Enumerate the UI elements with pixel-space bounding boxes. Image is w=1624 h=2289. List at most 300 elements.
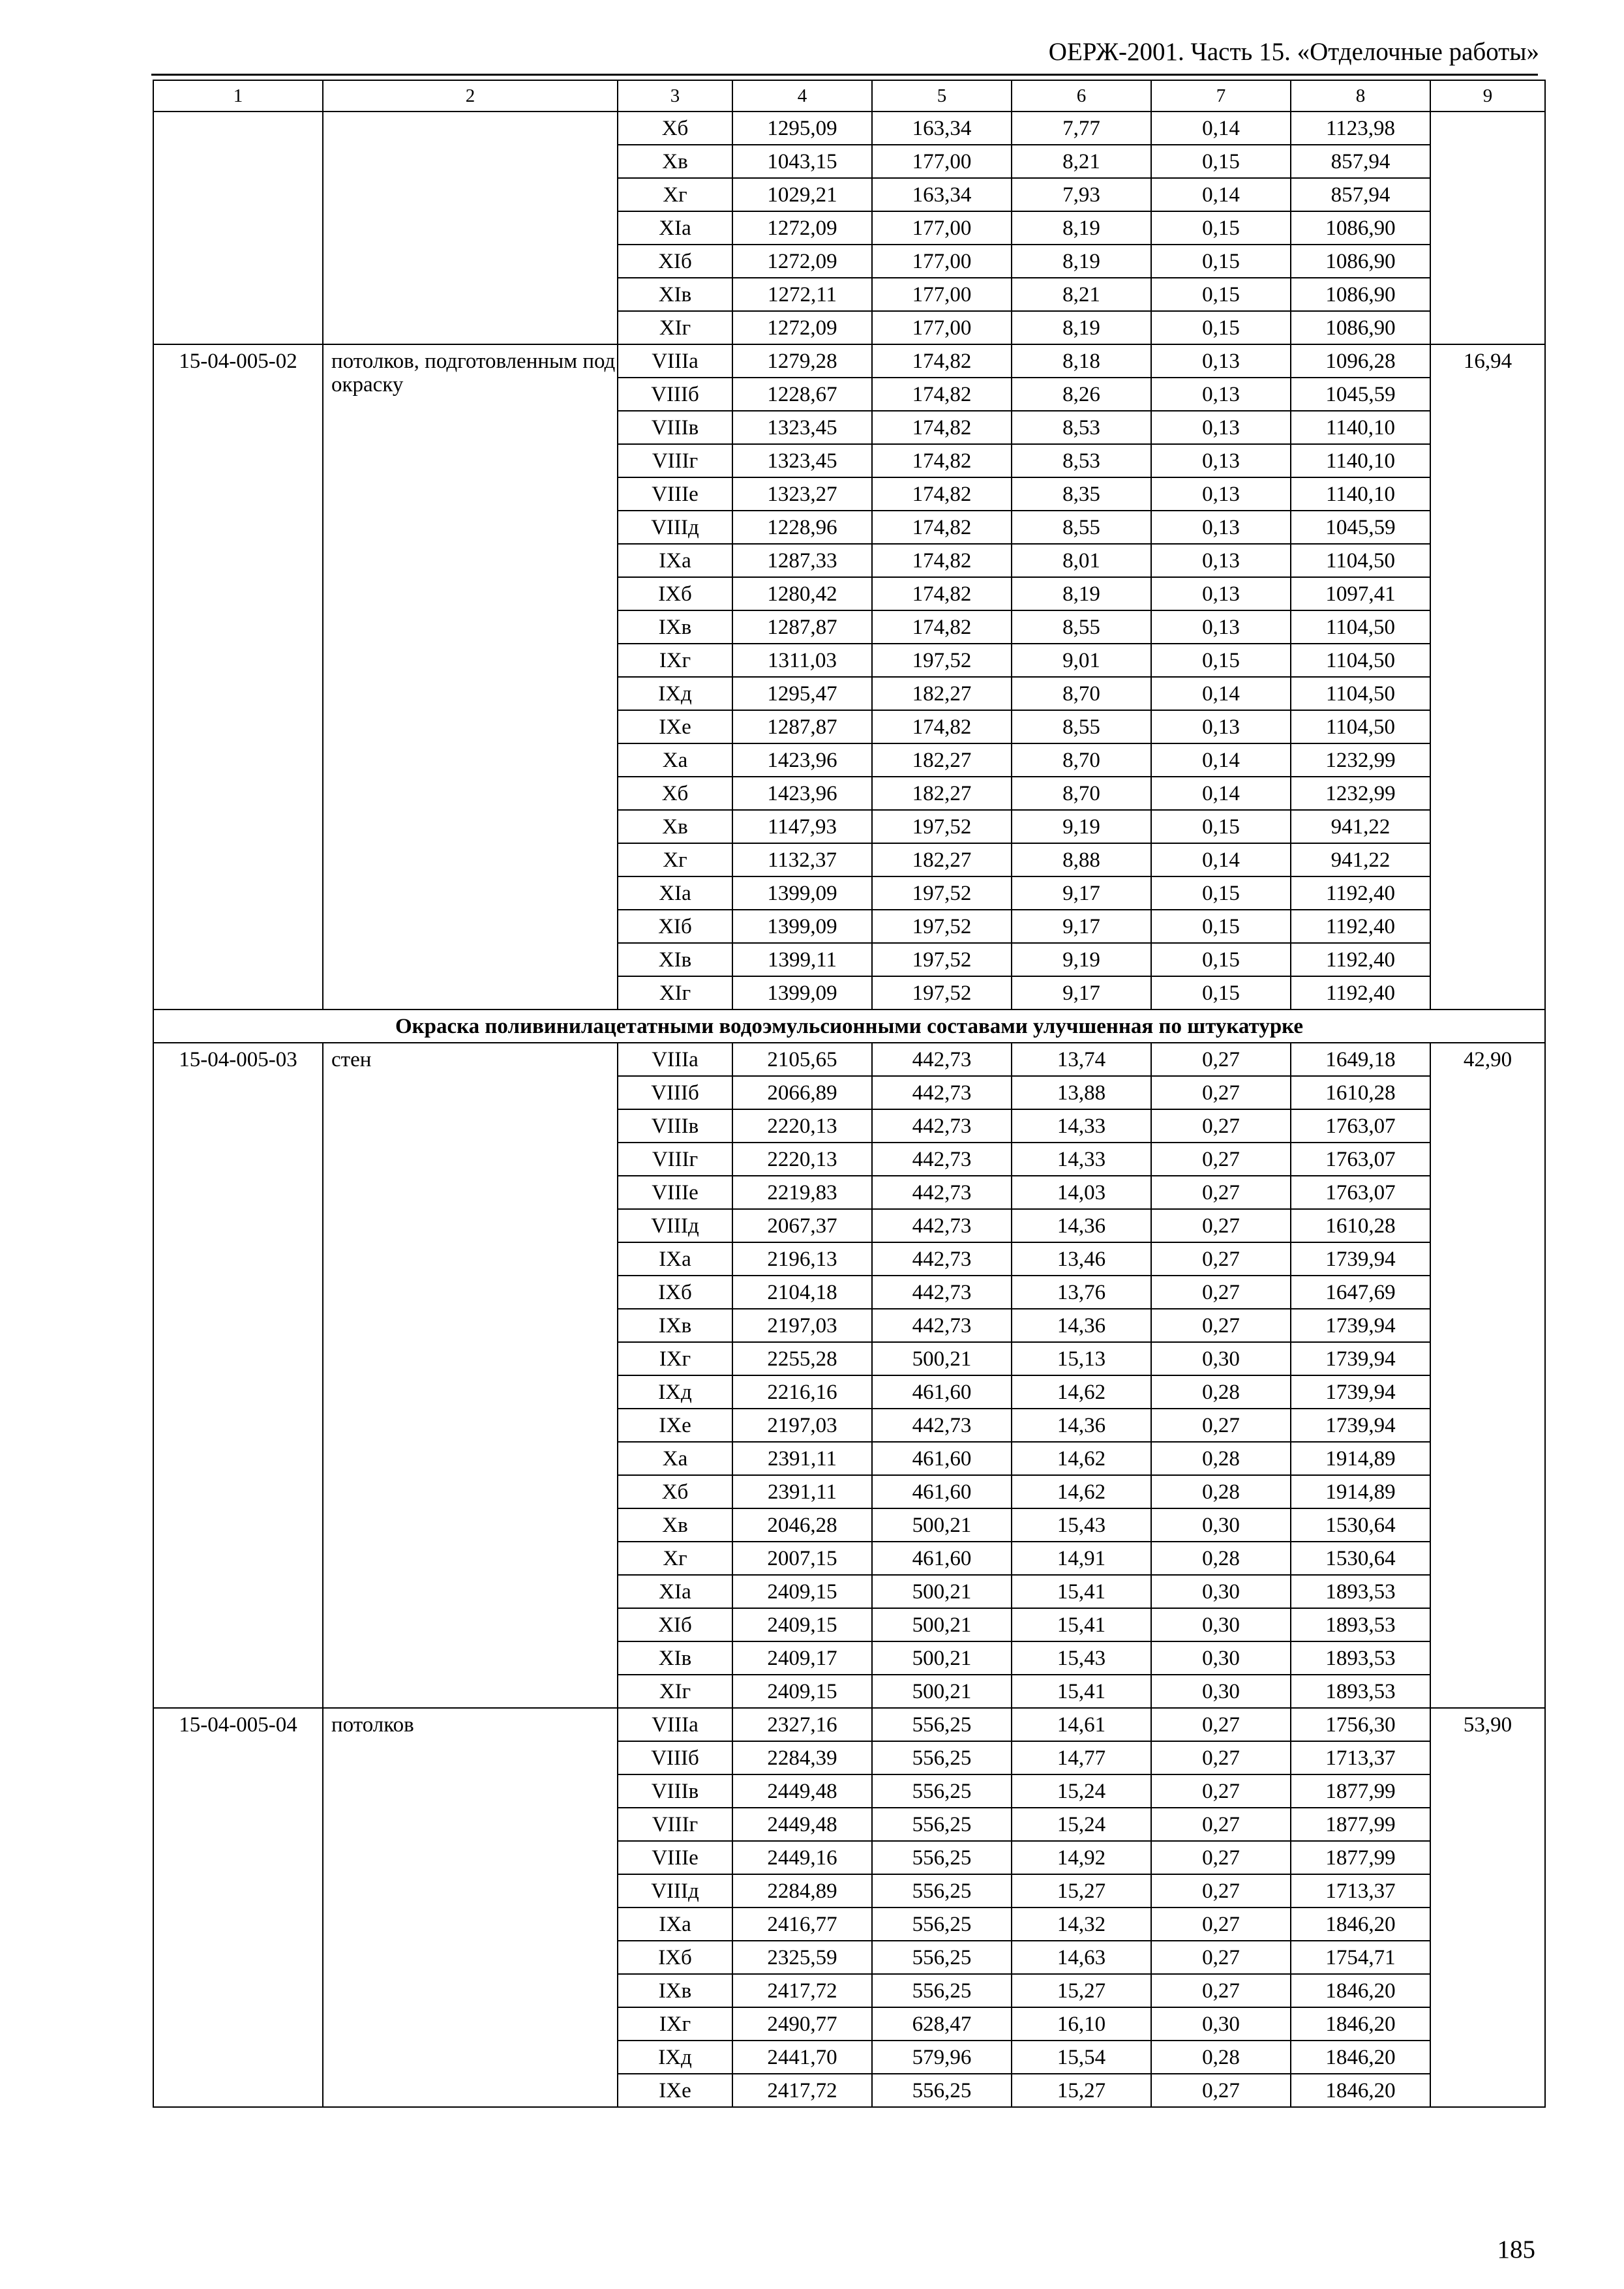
machines-cell: 15,41 xyxy=(1012,1608,1151,1641)
region-cell: VIIIв xyxy=(618,411,732,444)
total-cost-cell: 2325,59 xyxy=(732,1941,872,1974)
wages-cell: 174,82 xyxy=(872,344,1012,378)
total-cost-cell: 1228,96 xyxy=(732,511,872,544)
total-cost-cell: 1399,09 xyxy=(732,910,872,943)
total-cost-cell: 2327,16 xyxy=(732,1708,872,1741)
wages-cell: 174,82 xyxy=(872,411,1012,444)
wages-cell: 197,52 xyxy=(872,644,1012,677)
total-cost-cell: 1132,37 xyxy=(732,843,872,876)
materials-cell: 1123,98 xyxy=(1291,112,1430,145)
machines-cell: 14,77 xyxy=(1012,1741,1151,1774)
region-cell: XIа xyxy=(618,211,732,245)
total-cost-cell: 1228,67 xyxy=(732,378,872,411)
materials-cell: 1610,28 xyxy=(1291,1076,1430,1109)
driver-wages-cell: 0,13 xyxy=(1151,477,1291,511)
materials-cell: 1877,99 xyxy=(1291,1808,1430,1841)
machines-cell: 8,19 xyxy=(1012,245,1151,278)
machines-cell: 8,53 xyxy=(1012,411,1151,444)
materials-cell: 1713,37 xyxy=(1291,1874,1430,1908)
total-cost-cell: 2219,83 xyxy=(732,1176,872,1209)
driver-wages-cell: 0,27 xyxy=(1151,1774,1291,1808)
machines-cell: 9,17 xyxy=(1012,910,1151,943)
driver-wages-cell: 0,14 xyxy=(1151,677,1291,710)
driver-wages-cell: 0,15 xyxy=(1151,644,1291,677)
total-cost-cell: 2391,11 xyxy=(732,1442,872,1475)
machines-cell: 15,41 xyxy=(1012,1575,1151,1608)
driver-wages-cell: 0,27 xyxy=(1151,2074,1291,2107)
machines-cell: 7,93 xyxy=(1012,178,1151,211)
driver-wages-cell: 0,27 xyxy=(1151,1309,1291,1342)
driver-wages-cell: 0,13 xyxy=(1151,444,1291,477)
wages-cell: 461,60 xyxy=(872,1475,1012,1508)
region-cell: Xв xyxy=(618,1508,732,1542)
machines-cell: 8,18 xyxy=(1012,344,1151,378)
driver-wages-cell: 0,14 xyxy=(1151,843,1291,876)
driver-wages-cell: 0,13 xyxy=(1151,544,1291,577)
wages-cell: 174,82 xyxy=(872,710,1012,743)
total-cost-cell: 1399,09 xyxy=(732,876,872,910)
region-cell: XIб xyxy=(618,910,732,943)
region-cell: IXб xyxy=(618,1276,732,1309)
column-number-cell: 5 xyxy=(872,80,1012,112)
wages-cell: 556,25 xyxy=(872,1841,1012,1874)
region-cell: IXв xyxy=(618,610,732,644)
column-number-cell: 4 xyxy=(732,80,872,112)
machines-cell: 15,43 xyxy=(1012,1641,1151,1675)
machines-cell: 13,46 xyxy=(1012,1242,1151,1276)
materials-cell: 1739,94 xyxy=(1291,1342,1430,1375)
driver-wages-cell: 0,27 xyxy=(1151,1143,1291,1176)
region-cell: XIг xyxy=(618,311,732,344)
total-cost-cell: 2417,72 xyxy=(732,1974,872,2007)
region-cell: IXд xyxy=(618,2041,732,2074)
driver-wages-cell: 0,15 xyxy=(1151,910,1291,943)
machines-cell: 14,03 xyxy=(1012,1176,1151,1209)
materials-cell: 1232,99 xyxy=(1291,777,1430,810)
materials-cell: 1104,50 xyxy=(1291,644,1430,677)
region-cell: XIа xyxy=(618,1575,732,1608)
driver-wages-cell: 0,27 xyxy=(1151,1076,1291,1109)
total-cost-cell: 1287,33 xyxy=(732,544,872,577)
wages-cell: 182,27 xyxy=(872,677,1012,710)
total-cost-cell: 2196,13 xyxy=(732,1242,872,1276)
materials-cell: 1104,50 xyxy=(1291,677,1430,710)
driver-wages-cell: 0,13 xyxy=(1151,411,1291,444)
driver-wages-cell: 0,27 xyxy=(1151,1209,1291,1242)
wages-cell: 500,21 xyxy=(872,1508,1012,1542)
materials-cell: 1763,07 xyxy=(1291,1109,1430,1143)
region-cell: Xа xyxy=(618,743,732,777)
section-heading: Окраска поливинилацетатными водоэмульсионными составами улучшенная по штукатурке xyxy=(153,1010,1545,1043)
rate-code-cell xyxy=(153,112,323,344)
total-cost-cell: 1279,28 xyxy=(732,344,872,378)
driver-wages-cell: 0,15 xyxy=(1151,211,1291,245)
driver-wages-cell: 0,27 xyxy=(1151,1242,1291,1276)
machines-cell: 16,10 xyxy=(1012,2007,1151,2041)
total-cost-cell: 2449,48 xyxy=(732,1774,872,1808)
total-cost-cell: 2197,03 xyxy=(732,1309,872,1342)
region-cell: IXе xyxy=(618,1409,732,1442)
total-cost-cell: 2067,37 xyxy=(732,1209,872,1242)
wages-cell: 556,25 xyxy=(872,1874,1012,1908)
total-cost-cell: 1029,21 xyxy=(732,178,872,211)
region-cell: IXе xyxy=(618,2074,732,2107)
wages-cell: 197,52 xyxy=(872,810,1012,843)
wages-cell: 442,73 xyxy=(872,1143,1012,1176)
machines-cell: 14,63 xyxy=(1012,1941,1151,1974)
materials-cell: 1192,40 xyxy=(1291,976,1430,1010)
work-description-cell: потолков xyxy=(323,1708,618,2107)
materials-cell: 1763,07 xyxy=(1291,1176,1430,1209)
machines-cell: 8,70 xyxy=(1012,677,1151,710)
wages-cell: 174,82 xyxy=(872,444,1012,477)
materials-cell: 1846,20 xyxy=(1291,2041,1430,2074)
materials-cell: 1192,40 xyxy=(1291,876,1430,910)
materials-cell: 1086,90 xyxy=(1291,278,1430,311)
wages-cell: 174,82 xyxy=(872,544,1012,577)
machines-cell: 13,88 xyxy=(1012,1076,1151,1109)
machines-cell: 14,92 xyxy=(1012,1841,1151,1874)
wages-cell: 442,73 xyxy=(872,1109,1012,1143)
work-description-cell: потолков, подготовленным под окраску xyxy=(323,344,618,1010)
materials-cell: 1893,53 xyxy=(1291,1641,1430,1675)
region-cell: IXа xyxy=(618,1242,732,1276)
driver-wages-cell: 0,27 xyxy=(1151,1941,1291,1974)
column-number-cell: 8 xyxy=(1291,80,1430,112)
wages-cell: 177,00 xyxy=(872,145,1012,178)
total-cost-cell: 1323,45 xyxy=(732,444,872,477)
driver-wages-cell: 0,15 xyxy=(1151,245,1291,278)
materials-cell: 1192,40 xyxy=(1291,910,1430,943)
total-cost-cell: 1147,93 xyxy=(732,810,872,843)
machines-cell: 8,55 xyxy=(1012,610,1151,644)
region-cell: Xб xyxy=(618,1475,732,1508)
driver-wages-cell: 0,30 xyxy=(1151,1342,1291,1375)
materials-cell: 941,22 xyxy=(1291,843,1430,876)
region-cell: IXд xyxy=(618,1375,732,1409)
driver-wages-cell: 0,30 xyxy=(1151,1608,1291,1641)
wages-cell: 177,00 xyxy=(872,311,1012,344)
region-cell: Xг xyxy=(618,843,732,876)
total-cost-cell: 2284,89 xyxy=(732,1874,872,1908)
machines-cell: 8,70 xyxy=(1012,743,1151,777)
materials-cell: 1893,53 xyxy=(1291,1575,1430,1608)
region-cell: VIIIб xyxy=(618,1076,732,1109)
region-cell: IXа xyxy=(618,1908,732,1941)
materials-cell: 1877,99 xyxy=(1291,1774,1430,1808)
region-cell: XIг xyxy=(618,976,732,1010)
wages-cell: 182,27 xyxy=(872,777,1012,810)
work-description-cell xyxy=(323,112,618,344)
region-cell: VIIIг xyxy=(618,1143,732,1176)
region-cell: IXе xyxy=(618,710,732,743)
total-cost-cell: 2216,16 xyxy=(732,1375,872,1409)
wages-cell: 500,21 xyxy=(872,1575,1012,1608)
materials-cell: 1756,30 xyxy=(1291,1708,1430,1741)
total-cost-cell: 2220,13 xyxy=(732,1143,872,1176)
materials-cell: 1530,64 xyxy=(1291,1508,1430,1542)
section-heading-row xyxy=(153,1010,1545,1043)
region-cell: XIб xyxy=(618,1608,732,1641)
materials-cell: 857,94 xyxy=(1291,145,1430,178)
wages-cell: 461,60 xyxy=(872,1375,1012,1409)
wages-cell: 461,60 xyxy=(872,1542,1012,1575)
wages-cell: 556,25 xyxy=(872,1741,1012,1774)
materials-cell: 1846,20 xyxy=(1291,2007,1430,2041)
materials-cell: 1739,94 xyxy=(1291,1309,1430,1342)
region-cell: VIIIб xyxy=(618,378,732,411)
unit-price-cell: 53,90 xyxy=(1430,1708,1545,2107)
region-cell: IXг xyxy=(618,1342,732,1375)
table-row xyxy=(153,344,1545,378)
machines-cell: 8,55 xyxy=(1012,710,1151,743)
machines-cell: 15,41 xyxy=(1012,1675,1151,1708)
region-cell: VIIIг xyxy=(618,444,732,477)
driver-wages-cell: 0,27 xyxy=(1151,1276,1291,1309)
machines-cell: 14,62 xyxy=(1012,1442,1151,1475)
wages-cell: 182,27 xyxy=(872,743,1012,777)
region-cell: VIIIд xyxy=(618,1209,732,1242)
total-cost-cell: 2391,11 xyxy=(732,1475,872,1508)
total-cost-cell: 1287,87 xyxy=(732,610,872,644)
wages-cell: 556,25 xyxy=(872,1808,1012,1841)
rate-code-cell: 15-04-005-02 xyxy=(153,344,323,1010)
driver-wages-cell: 0,30 xyxy=(1151,1575,1291,1608)
total-cost-cell: 2409,15 xyxy=(732,1575,872,1608)
unit-price-cell xyxy=(1430,112,1545,344)
materials-cell: 1140,10 xyxy=(1291,411,1430,444)
machines-cell: 8,21 xyxy=(1012,145,1151,178)
wages-cell: 174,82 xyxy=(872,577,1012,610)
region-cell: XIв xyxy=(618,1641,732,1675)
wages-cell: 197,52 xyxy=(872,876,1012,910)
wages-cell: 174,82 xyxy=(872,511,1012,544)
region-cell: VIIIв xyxy=(618,1109,732,1143)
materials-cell: 1914,89 xyxy=(1291,1442,1430,1475)
machines-cell: 9,17 xyxy=(1012,976,1151,1010)
total-cost-cell: 1272,09 xyxy=(732,245,872,278)
column-number-cell: 6 xyxy=(1012,80,1151,112)
machines-cell: 8,01 xyxy=(1012,544,1151,577)
driver-wages-cell: 0,15 xyxy=(1151,976,1291,1010)
wages-cell: 556,25 xyxy=(872,1941,1012,1974)
unit-price-cell: 42,90 xyxy=(1430,1043,1545,1708)
total-cost-cell: 2416,77 xyxy=(732,1908,872,1941)
total-cost-cell: 1280,42 xyxy=(732,577,872,610)
wages-cell: 163,34 xyxy=(872,112,1012,145)
wages-cell: 628,47 xyxy=(872,2007,1012,2041)
driver-wages-cell: 0,28 xyxy=(1151,2041,1291,2074)
machines-cell: 15,27 xyxy=(1012,2074,1151,2107)
wages-cell: 442,73 xyxy=(872,1209,1012,1242)
region-cell: XIв xyxy=(618,943,732,976)
materials-cell: 1086,90 xyxy=(1291,245,1430,278)
materials-cell: 1140,10 xyxy=(1291,444,1430,477)
driver-wages-cell: 0,14 xyxy=(1151,777,1291,810)
region-cell: XIв xyxy=(618,278,732,311)
driver-wages-cell: 0,14 xyxy=(1151,743,1291,777)
total-cost-cell: 1323,27 xyxy=(732,477,872,511)
region-cell: VIIIг xyxy=(618,1808,732,1841)
total-cost-cell: 2104,18 xyxy=(732,1276,872,1309)
region-cell: VIIIе xyxy=(618,1176,732,1209)
wages-cell: 442,73 xyxy=(872,1176,1012,1209)
machines-cell: 15,24 xyxy=(1012,1808,1151,1841)
machines-cell: 9,17 xyxy=(1012,876,1151,910)
driver-wages-cell: 0,27 xyxy=(1151,1974,1291,2007)
region-cell: Xа xyxy=(618,1442,732,1475)
materials-cell: 1739,94 xyxy=(1291,1375,1430,1409)
wages-cell: 177,00 xyxy=(872,278,1012,311)
materials-cell: 1086,90 xyxy=(1291,211,1430,245)
driver-wages-cell: 0,13 xyxy=(1151,344,1291,378)
machines-cell: 8,55 xyxy=(1012,511,1151,544)
region-cell: Xб xyxy=(618,777,732,810)
driver-wages-cell: 0,13 xyxy=(1151,511,1291,544)
driver-wages-cell: 0,15 xyxy=(1151,876,1291,910)
machines-cell: 7,77 xyxy=(1012,112,1151,145)
total-cost-cell: 1043,15 xyxy=(732,145,872,178)
total-cost-cell: 2007,15 xyxy=(732,1542,872,1575)
materials-cell: 1104,50 xyxy=(1291,610,1430,644)
region-cell: VIIIб xyxy=(618,1741,732,1774)
region-cell: Xв xyxy=(618,145,732,178)
machines-cell: 13,74 xyxy=(1012,1043,1151,1076)
machines-cell: 15,27 xyxy=(1012,1974,1151,2007)
total-cost-cell: 1295,09 xyxy=(732,112,872,145)
total-cost-cell: 2197,03 xyxy=(732,1409,872,1442)
driver-wages-cell: 0,15 xyxy=(1151,278,1291,311)
wages-cell: 556,25 xyxy=(872,2074,1012,2107)
driver-wages-cell: 0,27 xyxy=(1151,1908,1291,1941)
driver-wages-cell: 0,13 xyxy=(1151,378,1291,411)
machines-cell: 8,19 xyxy=(1012,577,1151,610)
driver-wages-cell: 0,27 xyxy=(1151,1708,1291,1741)
total-cost-cell: 1287,87 xyxy=(732,710,872,743)
materials-cell: 1610,28 xyxy=(1291,1209,1430,1242)
column-number-cell: 2 xyxy=(323,80,618,112)
materials-cell: 1045,59 xyxy=(1291,378,1430,411)
driver-wages-cell: 0,15 xyxy=(1151,311,1291,344)
region-cell: IXв xyxy=(618,1974,732,2007)
driver-wages-cell: 0,28 xyxy=(1151,1475,1291,1508)
materials-cell: 1739,94 xyxy=(1291,1409,1430,1442)
region-cell: IXг xyxy=(618,2007,732,2041)
driver-wages-cell: 0,28 xyxy=(1151,1542,1291,1575)
machines-cell: 9,01 xyxy=(1012,644,1151,677)
total-cost-cell: 2409,15 xyxy=(732,1675,872,1708)
column-number-cell: 3 xyxy=(618,80,732,112)
wages-cell: 442,73 xyxy=(872,1242,1012,1276)
materials-cell: 1086,90 xyxy=(1291,311,1430,344)
materials-cell: 1232,99 xyxy=(1291,743,1430,777)
materials-cell: 1763,07 xyxy=(1291,1143,1430,1176)
materials-cell: 1846,20 xyxy=(1291,1908,1430,1941)
machines-cell: 14,36 xyxy=(1012,1409,1151,1442)
rates-table xyxy=(153,80,1546,2108)
total-cost-cell: 2046,28 xyxy=(732,1508,872,1542)
machines-cell: 14,33 xyxy=(1012,1109,1151,1143)
total-cost-cell: 2066,89 xyxy=(732,1076,872,1109)
total-cost-cell: 1311,03 xyxy=(732,644,872,677)
column-number-cell: 1 xyxy=(153,80,323,112)
driver-wages-cell: 0,30 xyxy=(1151,1508,1291,1542)
column-number-cell: 9 xyxy=(1430,80,1545,112)
driver-wages-cell: 0,13 xyxy=(1151,610,1291,644)
unit-price-cell: 16,94 xyxy=(1430,344,1545,1010)
region-cell: VIIIа xyxy=(618,1708,732,1741)
machines-cell: 9,19 xyxy=(1012,943,1151,976)
region-cell: Xв xyxy=(618,810,732,843)
total-cost-cell: 2409,15 xyxy=(732,1608,872,1641)
region-cell: XIа xyxy=(618,876,732,910)
total-cost-cell: 2490,77 xyxy=(732,2007,872,2041)
driver-wages-cell: 0,30 xyxy=(1151,2007,1291,2041)
total-cost-cell: 1272,09 xyxy=(732,311,872,344)
rate-code-cell: 15-04-005-04 xyxy=(153,1708,323,2107)
column-number-row xyxy=(153,80,1545,112)
wages-cell: 461,60 xyxy=(872,1442,1012,1475)
column-number-cell: 7 xyxy=(1151,80,1291,112)
materials-cell: 1097,41 xyxy=(1291,577,1430,610)
materials-cell: 1914,89 xyxy=(1291,1475,1430,1508)
materials-cell: 941,22 xyxy=(1291,810,1430,843)
machines-cell: 14,36 xyxy=(1012,1309,1151,1342)
total-cost-cell: 1272,11 xyxy=(732,278,872,311)
machines-cell: 13,76 xyxy=(1012,1276,1151,1309)
region-cell: VIIIа xyxy=(618,344,732,378)
driver-wages-cell: 0,15 xyxy=(1151,810,1291,843)
materials-cell: 1140,10 xyxy=(1291,477,1430,511)
region-cell: XIг xyxy=(618,1675,732,1708)
wages-cell: 442,73 xyxy=(872,1043,1012,1076)
machines-cell: 15,24 xyxy=(1012,1774,1151,1808)
total-cost-cell: 2409,17 xyxy=(732,1641,872,1675)
machines-cell: 8,19 xyxy=(1012,211,1151,245)
materials-cell: 1893,53 xyxy=(1291,1608,1430,1641)
header-rule xyxy=(151,74,1538,76)
total-cost-cell: 2220,13 xyxy=(732,1109,872,1143)
wages-cell: 579,96 xyxy=(872,2041,1012,2074)
region-cell: IXв xyxy=(618,1309,732,1342)
driver-wages-cell: 0,15 xyxy=(1151,943,1291,976)
driver-wages-cell: 0,27 xyxy=(1151,1874,1291,1908)
driver-wages-cell: 0,14 xyxy=(1151,112,1291,145)
wages-cell: 197,52 xyxy=(872,943,1012,976)
wages-cell: 174,82 xyxy=(872,378,1012,411)
total-cost-cell: 1423,96 xyxy=(732,743,872,777)
total-cost-cell: 1423,96 xyxy=(732,777,872,810)
machines-cell: 9,19 xyxy=(1012,810,1151,843)
region-cell: IXд xyxy=(618,677,732,710)
materials-cell: 1045,59 xyxy=(1291,511,1430,544)
total-cost-cell: 1399,09 xyxy=(732,976,872,1010)
materials-cell: 1192,40 xyxy=(1291,943,1430,976)
machines-cell: 15,27 xyxy=(1012,1874,1151,1908)
region-cell: Xг xyxy=(618,178,732,211)
total-cost-cell: 1399,11 xyxy=(732,943,872,976)
total-cost-cell: 2255,28 xyxy=(732,1342,872,1375)
wages-cell: 442,73 xyxy=(872,1076,1012,1109)
region-cell: Xб xyxy=(618,112,732,145)
driver-wages-cell: 0,13 xyxy=(1151,710,1291,743)
total-cost-cell: 1323,45 xyxy=(732,411,872,444)
materials-cell: 1096,28 xyxy=(1291,344,1430,378)
wages-cell: 182,27 xyxy=(872,843,1012,876)
region-cell: VIIIд xyxy=(618,511,732,544)
wages-cell: 174,82 xyxy=(872,610,1012,644)
wages-cell: 500,21 xyxy=(872,1608,1012,1641)
